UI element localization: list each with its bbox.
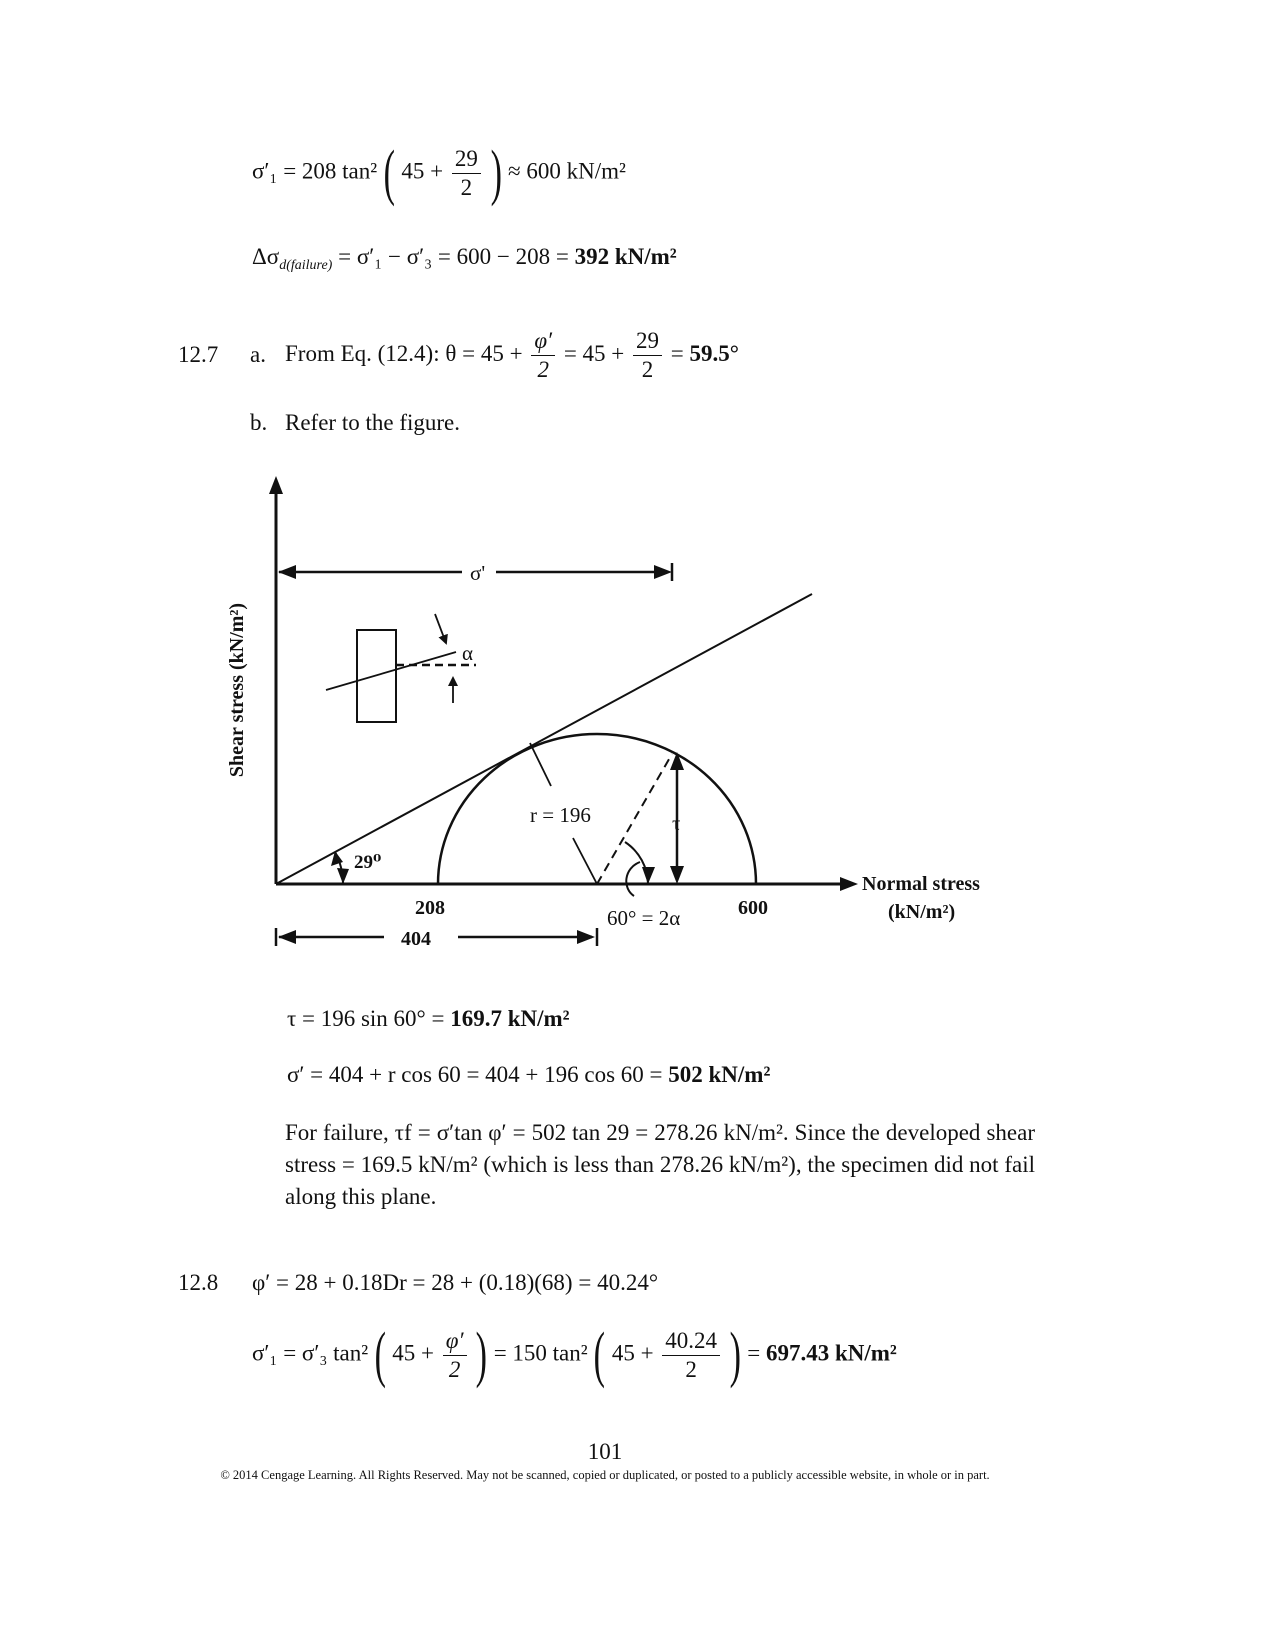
eq-delta-lhs: Δσ <box>252 244 280 269</box>
y-axis-label: Shear stress (kN/m²) <box>226 602 248 778</box>
label-208: 208 <box>415 897 445 919</box>
friction-angle-arrow-bottom-icon <box>337 868 349 884</box>
eq-delta-mid: = σ′₁ − σ′₃ = 600 − 208 = <box>338 244 569 269</box>
eq2-mid: = 150 tan² <box>493 1340 588 1366</box>
fraction-denominator: 2 <box>537 357 549 382</box>
right-paren: ) <box>490 139 502 207</box>
fraction-40-24 <box>662 1327 720 1384</box>
problem-number-12-7: 12.7 <box>178 342 219 367</box>
fraction-numerator: φ′ <box>443 1327 467 1356</box>
failure-paragraph: For failure, τf = σ′tan φ′ = 502 tan 29 = 278.26 kN/m². Since the developed shear stress = 169.5 kN/m² (which is less than 278.26 kN/m²), the specimen did not fail along this plane. <box>285 1120 1035 1209</box>
fraction-numerator: 29 <box>452 145 481 174</box>
equation-tau <box>287 1006 570 1032</box>
specimen-plane-line <box>326 652 456 690</box>
x-axis-label-line1: Normal stress <box>862 873 980 895</box>
fraction-denominator: 2 <box>448 1356 461 1382</box>
eq-lhs: σ′₁ = 208 tan² <box>252 158 378 184</box>
eq2-inner1-lead: 45 + <box>392 1340 435 1366</box>
radius-label: r = 196 <box>530 803 591 827</box>
equation-phi-dr: φ′ = 28 + 0.18Dr = 28 + (0.18)(68) = 40.24° <box>252 1270 659 1295</box>
eq-sigma-prime-lhs: σ′ = 404 + r cos 60 = 404 + 196 cos 60 = <box>287 1062 663 1087</box>
tau-bottom-arrow-icon <box>670 866 684 884</box>
part-a-label: a. <box>250 342 266 367</box>
fraction-numerator: 29 <box>633 327 662 356</box>
label-600: 600 <box>738 897 768 919</box>
fraction-numerator: φ′ <box>531 327 555 356</box>
left-paren: ( <box>594 1321 606 1389</box>
part-b-text: Refer to the figure. <box>285 410 460 435</box>
part-b-label: b. <box>250 410 268 435</box>
radius-line-upper <box>530 743 551 786</box>
angle-60-arrow-icon <box>642 867 655 884</box>
eq2-lhs: σ′₁ = σ′₃ tan² <box>252 1340 369 1366</box>
sigma-label: σ' <box>470 561 486 585</box>
alpha-top-arrow <box>435 614 446 643</box>
eq-delta-sub: d(failure) <box>279 258 333 273</box>
eq-sigma-prime-result: 502 kN/m² <box>668 1062 771 1087</box>
part-a-eq-sign: = <box>670 340 684 366</box>
x-axis-arrow-icon <box>840 877 858 891</box>
dimension-404-right-arrow-icon <box>577 930 595 944</box>
sigma-right-arrow-icon <box>654 565 672 579</box>
radius-line-lower <box>573 838 597 884</box>
part-a-result: 59.5° <box>689 340 739 366</box>
problem-number-12-8: 12.8 <box>178 1270 219 1295</box>
label-404: 404 <box>401 928 431 950</box>
page-number: 101 <box>587 1439 623 1464</box>
part-a-mid: = 45 + <box>563 340 625 366</box>
fraction-numerator: 40.24 <box>662 1327 720 1356</box>
eq-inner-lead: 45 + <box>401 158 444 184</box>
y-axis-arrow-icon <box>269 476 283 494</box>
fraction-denominator: 2 <box>685 1356 697 1382</box>
part-a-lead: From Eq. (12.4): θ = 45 + <box>285 340 523 366</box>
eq2-result: 697.43 kN/m² <box>765 1340 897 1366</box>
fraction-denominator: 2 <box>641 357 654 382</box>
left-paren: ( <box>374 1321 386 1389</box>
friction-angle-label: 29⁰ <box>354 852 382 873</box>
eq-delta-result: 392 kN/m² <box>574 244 677 269</box>
angle-callout-curve <box>626 862 640 896</box>
right-paren: ) <box>475 1321 488 1389</box>
alpha-label: α <box>462 641 474 665</box>
eq-rhs: ≈ 600 kN/m² <box>507 158 626 184</box>
fraction-phi <box>443 1327 467 1384</box>
eq2-eq-sign: = <box>747 1340 761 1366</box>
angle-2alpha-label: 60° = 2α <box>607 906 681 930</box>
eq-tau-result: 169.7 kN/m² <box>450 1006 570 1031</box>
eq2-inner2-lead: 45 + <box>611 1340 654 1366</box>
tau-label: τ <box>672 811 681 835</box>
left-paren: ( <box>383 139 395 207</box>
dimension-404-left-arrow-icon <box>278 930 296 944</box>
equation-sigma1-final <box>252 1321 897 1389</box>
copyright-notice: © 2014 Cengage Learning. All Rights Reserved. May not be scanned, copied or duplicated, or posted to a publicly accessible website, in whole or in part. <box>220 1468 990 1482</box>
equation-sigma-prime <box>287 1062 770 1088</box>
x-axis-label-line2: (kN/m²) <box>888 901 956 923</box>
mohr-semicircle <box>438 734 756 884</box>
right-paren: ) <box>729 1321 741 1389</box>
sigma-left-arrow-icon <box>278 565 296 579</box>
eq-tau-lhs: τ = 196 sin 60° = <box>287 1006 445 1031</box>
tau-top-arrow-icon <box>670 752 684 770</box>
fraction-denominator: 2 <box>460 174 473 200</box>
